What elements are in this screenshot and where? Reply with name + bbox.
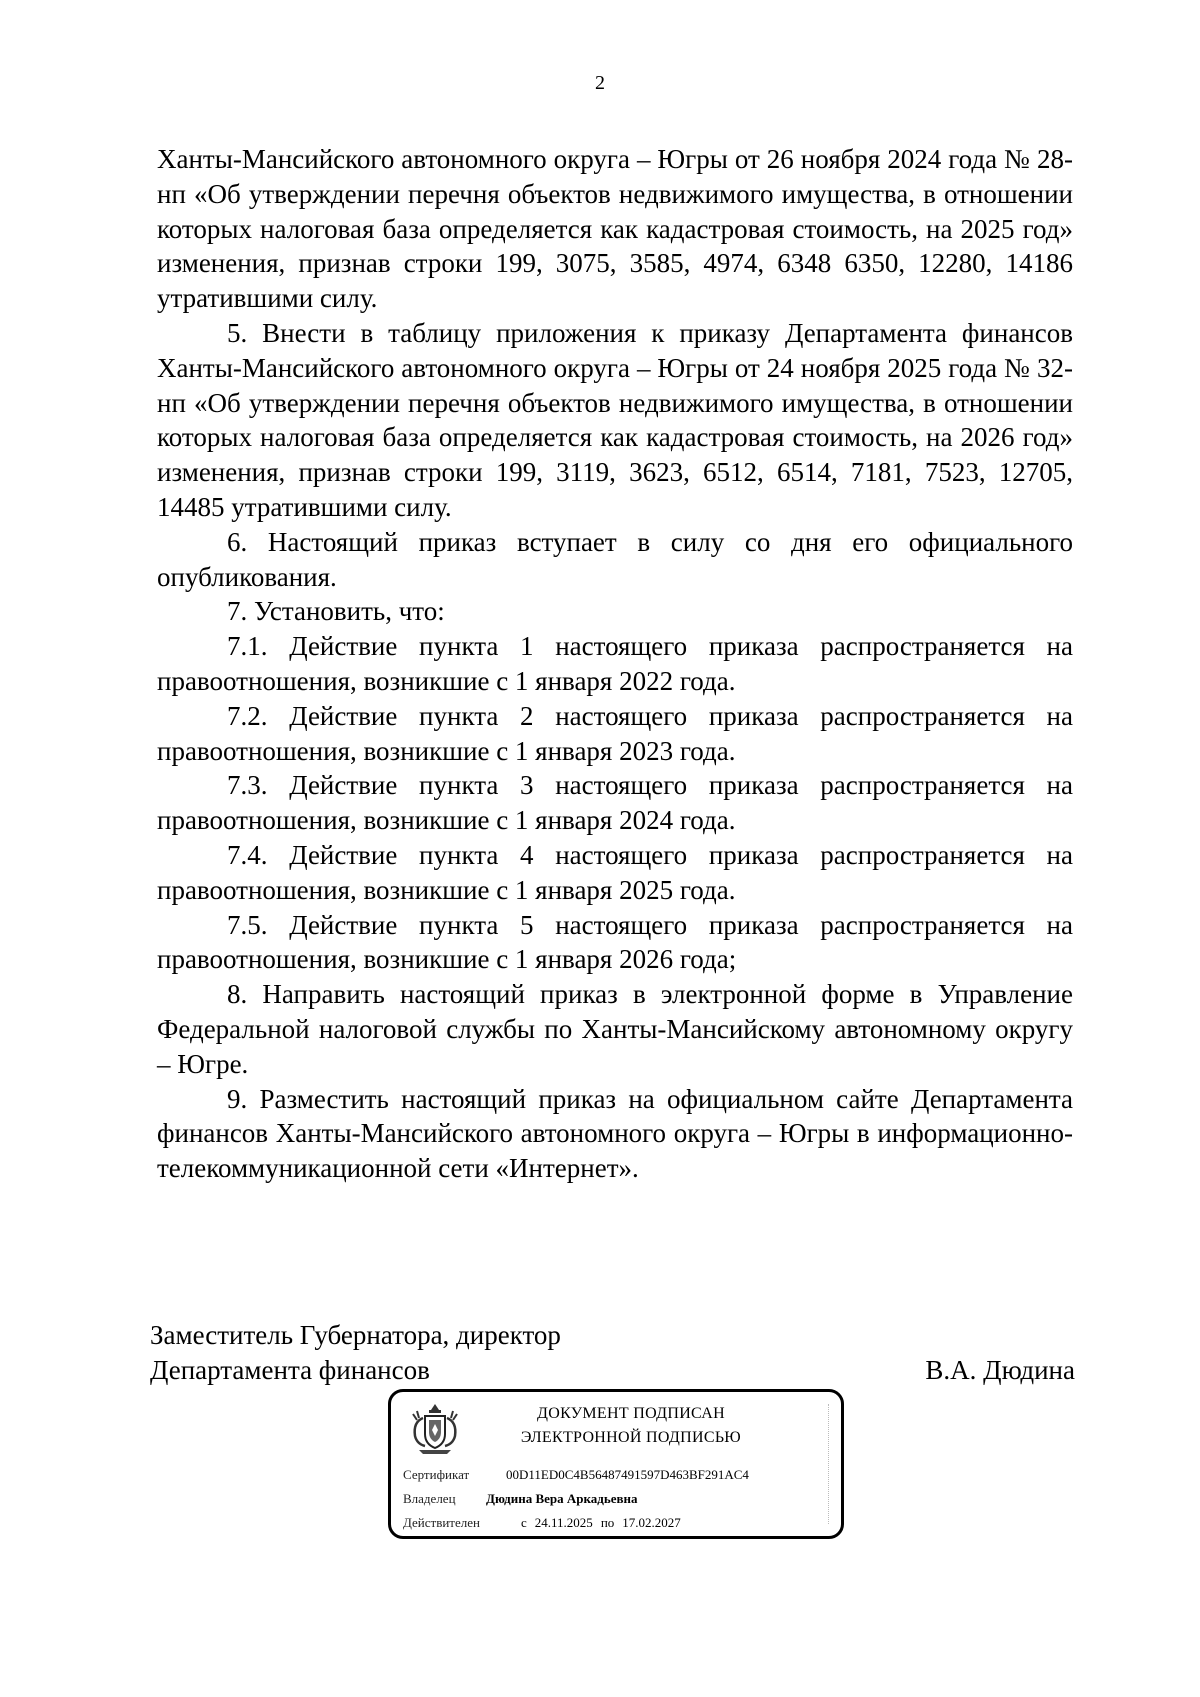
valid-from-date: 24.11.2025 — [534, 1515, 593, 1530]
stamp-dotted-edge — [827, 1404, 829, 1524]
owner-value: Дюдина Вера Аркадьевна — [486, 1491, 638, 1506]
paragraph-item-5: 5. Внести в таблицу приложения к приказу Департамента финансов Ханты-Мансийского автономного округа – Югры от 24 ноября 2025 года № 32-нп «Об утверждении перечня объектов недвижимого имущества, в отношении которых налоговая база определяется как кадастровая стоимость, на 2026 год» изменения, признав строки 199, 3119, 3623, 6512, 6514, 7181, 7523, 12705, 14485 утратившими силу. — [157, 317, 1073, 522]
signer-name: В.А. Дюдина — [925, 1354, 1075, 1385]
paragraph-item-7-1: 7.1. Действие пункта 1 настоящего приказа распространяется на правоотношения, возникшие с 1 января 2022 года. — [157, 631, 1073, 696]
electronic-signature-stamp — [388, 1389, 844, 1539]
stamp-certificate-row — [403, 1466, 749, 1484]
paragraph-item-7-2: 7.2. Действие пункта 2 настоящего приказа распространяется на правоотношения, возникшие с 1 января 2023 года. — [157, 700, 1073, 766]
document-body — [157, 142, 1073, 1186]
signer-position-title: Заместитель Губернатора, директор — [150, 1320, 561, 1350]
paragraph-item-8: 8. Направить настоящий приказ в электронной форме в Управление Федеральной налоговой службы по Ханты-Мансийскому автономному округу – Югре. — [157, 979, 1073, 1079]
signature-block — [150, 1318, 1075, 1388]
paragraph-item-9: 9. Разместить настоящий приказ на официальном сайте Департамента финансов Ханты-Мансийского автономного округа – Югры в информационно-телекоммуникационной сети «Интернет». — [157, 1083, 1073, 1184]
paragraph-item-6: 6. Настоящий приказ вступает в силу со дня его официального опубликования. — [157, 526, 1073, 592]
owner-label: Владелец — [403, 1491, 456, 1506]
signature-position-line-1 — [150, 1318, 1075, 1353]
certificate-value: 00D11ED0C4B56487491597D463BF291AC4 — [506, 1467, 749, 1482]
stamp-validity-row — [403, 1514, 681, 1532]
signer-department: Департамента финансов — [150, 1354, 430, 1385]
paragraph-item-7: 7. Установить, что: — [227, 596, 445, 627]
paragraph-item-7-4: 7.4. Действие пункта 4 настоящего приказа распространяется на правоотношения, возникшие с 1 января 2025 года. — [157, 839, 1073, 905]
paragraph-item-7-3: 7.3. Действие пункта 3 настоящего приказа распространяется на правоотношения, возникшие с 1 января 2024 года. — [157, 770, 1073, 836]
paragraph-item-7-5: 7.5. Действие пункта 5 настоящего приказа распространяется на правоотношения, возникшие с 1 января 2026 года; — [157, 909, 1073, 975]
valid-to-prefix: по — [600, 1515, 615, 1530]
stamp-title — [481, 1402, 781, 1450]
stamp-title-line-1: ДОКУМЕНТ ПОДПИСАН — [537, 1405, 725, 1422]
paragraph-continuation: Ханты-Мансийского автономного округа – Югры от 26 ноября 2024 года № 28-нп «Об утверждении перечня объектов недвижимого имущества, в отношении которых налоговая база определяется как кадастровая стоимость, на 2025 год» изменения, признав строки 199, 3075, 3585, 4974, 6348 6350, 12280, 14186 утратившими силу. — [157, 144, 1073, 314]
certificate-label: Сертификат — [403, 1467, 470, 1482]
stamp-title-line-2: ЭЛЕКТРОННОЙ ПОДПИСЬЮ — [520, 1429, 742, 1446]
coat-of-arms-icon — [409, 1400, 461, 1456]
validity-label: Действителен — [403, 1515, 480, 1530]
valid-to-date: 17.02.2027 — [622, 1515, 681, 1530]
signature-position-line-2 — [150, 1353, 1075, 1388]
valid-from-prefix: с — [521, 1515, 527, 1530]
stamp-owner-row — [403, 1490, 638, 1508]
page-number: 2 — [595, 72, 605, 94]
